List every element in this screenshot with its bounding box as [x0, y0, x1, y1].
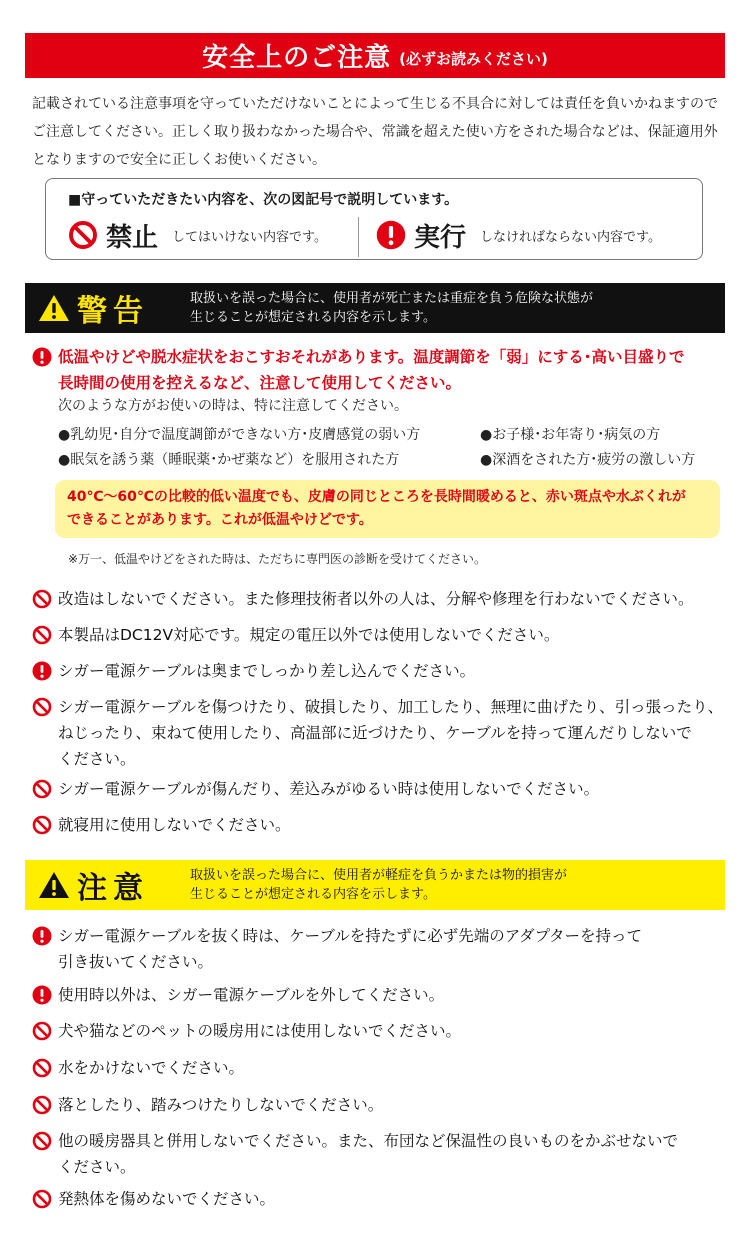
notice-item-line: 引き抜いてください。 — [58, 953, 214, 971]
prohibit-icon — [32, 625, 52, 645]
notice-item-line: 水をかけないでください。 — [58, 1059, 245, 1077]
execute-icon — [376, 220, 406, 250]
legend-prohibit-desc: してはいけない内容です。 — [172, 229, 327, 245]
execute-icon — [32, 347, 52, 367]
warning-lead — [32, 344, 732, 396]
notice-item-line: シガー電源ケーブルは奥までしっかり差し込んでください。 — [58, 662, 476, 680]
legend-heading: ■守っていただきたい内容を、次の図記号で説明しています。 — [68, 192, 459, 208]
bullet-item: ●眠気を誘う薬（睡眠薬･かぜ薬など）を服用された方 — [58, 452, 400, 468]
warning-band — [25, 283, 725, 333]
notice-item — [32, 1186, 732, 1212]
notice-item-line: シガー電源ケーブルを傷つけたり、破損したり、加工したり、無理に曲げたり、引っ張ったり、 — [58, 698, 724, 716]
warning-lead-line1: 低温やけどや脱水症状をおこすおそれがあります。温度調節を「弱」にする･高い目盛りで — [58, 348, 685, 366]
notice-item-line: 本製品はDC12V対応です。規定の電圧以外では使用しないでください。 — [58, 626, 560, 644]
notice-item — [32, 694, 732, 772]
note-line2: できることがあります。これが低温やけどです。 — [67, 512, 373, 528]
legend-prohibit-word: 禁止 — [106, 222, 159, 253]
notice-item — [32, 923, 732, 975]
notice-item — [32, 658, 732, 684]
prohibit-icon — [32, 697, 52, 717]
notice-item-line: 改造はしないでください。また修理技術者以外の人は、分解や修理を行わないでください。 — [58, 590, 694, 608]
caution-desc-line1: 取扱いを誤った場合に、使用者が軽症を負うかまたは物的損害が — [190, 868, 568, 883]
title-bar — [25, 33, 725, 78]
notice-item — [32, 1092, 732, 1118]
caution-triangle-icon — [37, 870, 71, 900]
execute-icon — [32, 661, 52, 681]
caution-word: 注意 — [77, 871, 149, 906]
notice-item — [32, 586, 732, 612]
bullet-item: ●お子様･お年寄り･病気の方 — [480, 427, 661, 443]
prohibit-icon — [32, 1131, 52, 1151]
notice-item-line: 落としたり、踏みつけたりしないでください。 — [58, 1096, 384, 1114]
warning-word: 警告 — [77, 294, 149, 329]
caution-desc-line2: 生じることが想定される内容を示します。 — [190, 887, 436, 902]
notice-item-line: シガー電源ケーブルを抜く時は、ケーブルを持たずに必ず先端のアダプターを持って — [58, 927, 643, 945]
prohibit-icon — [32, 1095, 52, 1115]
prohibit-icon — [32, 779, 52, 799]
page-title: 安全上のご注意 — [202, 43, 392, 73]
warning-desc-line1: 取扱いを誤った場合に、使用者が死亡または重症を負う危険な状態が — [190, 291, 594, 306]
legend-execute-desc: しなければならない内容です。 — [480, 229, 661, 245]
low-temp-burn-note — [55, 480, 720, 538]
execute-icon — [32, 985, 52, 1005]
notice-item-line: シガー電源ケーブルが傷んだり、差込みがゆるい時は使用しないでください。 — [58, 780, 600, 798]
notice-item — [32, 622, 732, 648]
notice-item-line: ねじったり、束ねて使用したり、高温部に近づけたり、ケーブルを持って運んだりしないで — [58, 724, 692, 742]
notice-item — [32, 1128, 732, 1180]
legend-execute-word: 実行 — [414, 222, 467, 253]
notice-item-line: 就寝用に使用しないでください。 — [58, 816, 291, 834]
notice-item — [32, 776, 732, 802]
notice-item — [32, 982, 732, 1008]
prohibit-icon — [32, 1189, 52, 1209]
notice-item — [32, 1055, 732, 1081]
notice-item-line: ください。 — [58, 750, 136, 768]
notice-item-line: 他の暖房器具と併用しないでください。また、布団など保温性の良いものをかぶせないで — [58, 1132, 679, 1150]
notice-item-line: 使用時以外は、シガー電源ケーブルを外してください。 — [58, 986, 445, 1004]
prohibit-icon — [68, 220, 98, 250]
notice-item-line: ください。 — [58, 1158, 136, 1176]
caution-band — [25, 860, 725, 910]
note-line1: 40℃～60℃の比較的低い温度でも、皮膚の同じところを長時間暖めると、赤い斑点や水ぶくれが — [67, 489, 686, 505]
legend-divider — [358, 217, 359, 257]
warning-desc-line2: 生じることが想定される内容を示します。 — [190, 310, 436, 325]
intro-text: 記載されている注意事項を守っていただけないことによって生じる不具合に対しては責任を負いかねますのでご注意してください。正しく取り扱わなかった場合や、常識を超えた使い方をされた場合などは、保証適用外となりますので安全に正しくお使いください。 — [32, 96, 718, 168]
symbol-legend — [45, 178, 703, 260]
notice-item-line: 犬や猫などのペットの暖房用には使用しないでください。 — [58, 1022, 462, 1040]
prohibit-icon — [32, 1058, 52, 1078]
warning-sub-note: 次のような方がお使いの時は、特に注意してください。 — [58, 398, 408, 414]
notice-item-line: 発熱体を傷めないでください。 — [58, 1190, 276, 1208]
prohibit-icon — [32, 589, 52, 609]
bullet-item: ●乳幼児･自分で温度調節ができない方･皮膚感覚の弱い方 — [58, 427, 421, 443]
warning-lead-line2: 長時間の使用を控えるなど、注意して使用してください。 — [58, 374, 462, 392]
page-subtitle: (必ずお読みください) — [399, 50, 548, 68]
prohibit-icon — [32, 815, 52, 835]
execute-icon — [32, 926, 52, 946]
prohibit-icon — [32, 1021, 52, 1041]
warning-triangle-icon — [37, 293, 71, 323]
bullet-item: ●深酒をされた方･疲労の激しい方 — [480, 452, 696, 468]
notice-item — [32, 1018, 732, 1044]
notice-item — [32, 812, 732, 838]
warning-footnote: ※万一、低温やけどをされた時は、ただちに専門医の診断を受けてください。 — [68, 552, 487, 566]
